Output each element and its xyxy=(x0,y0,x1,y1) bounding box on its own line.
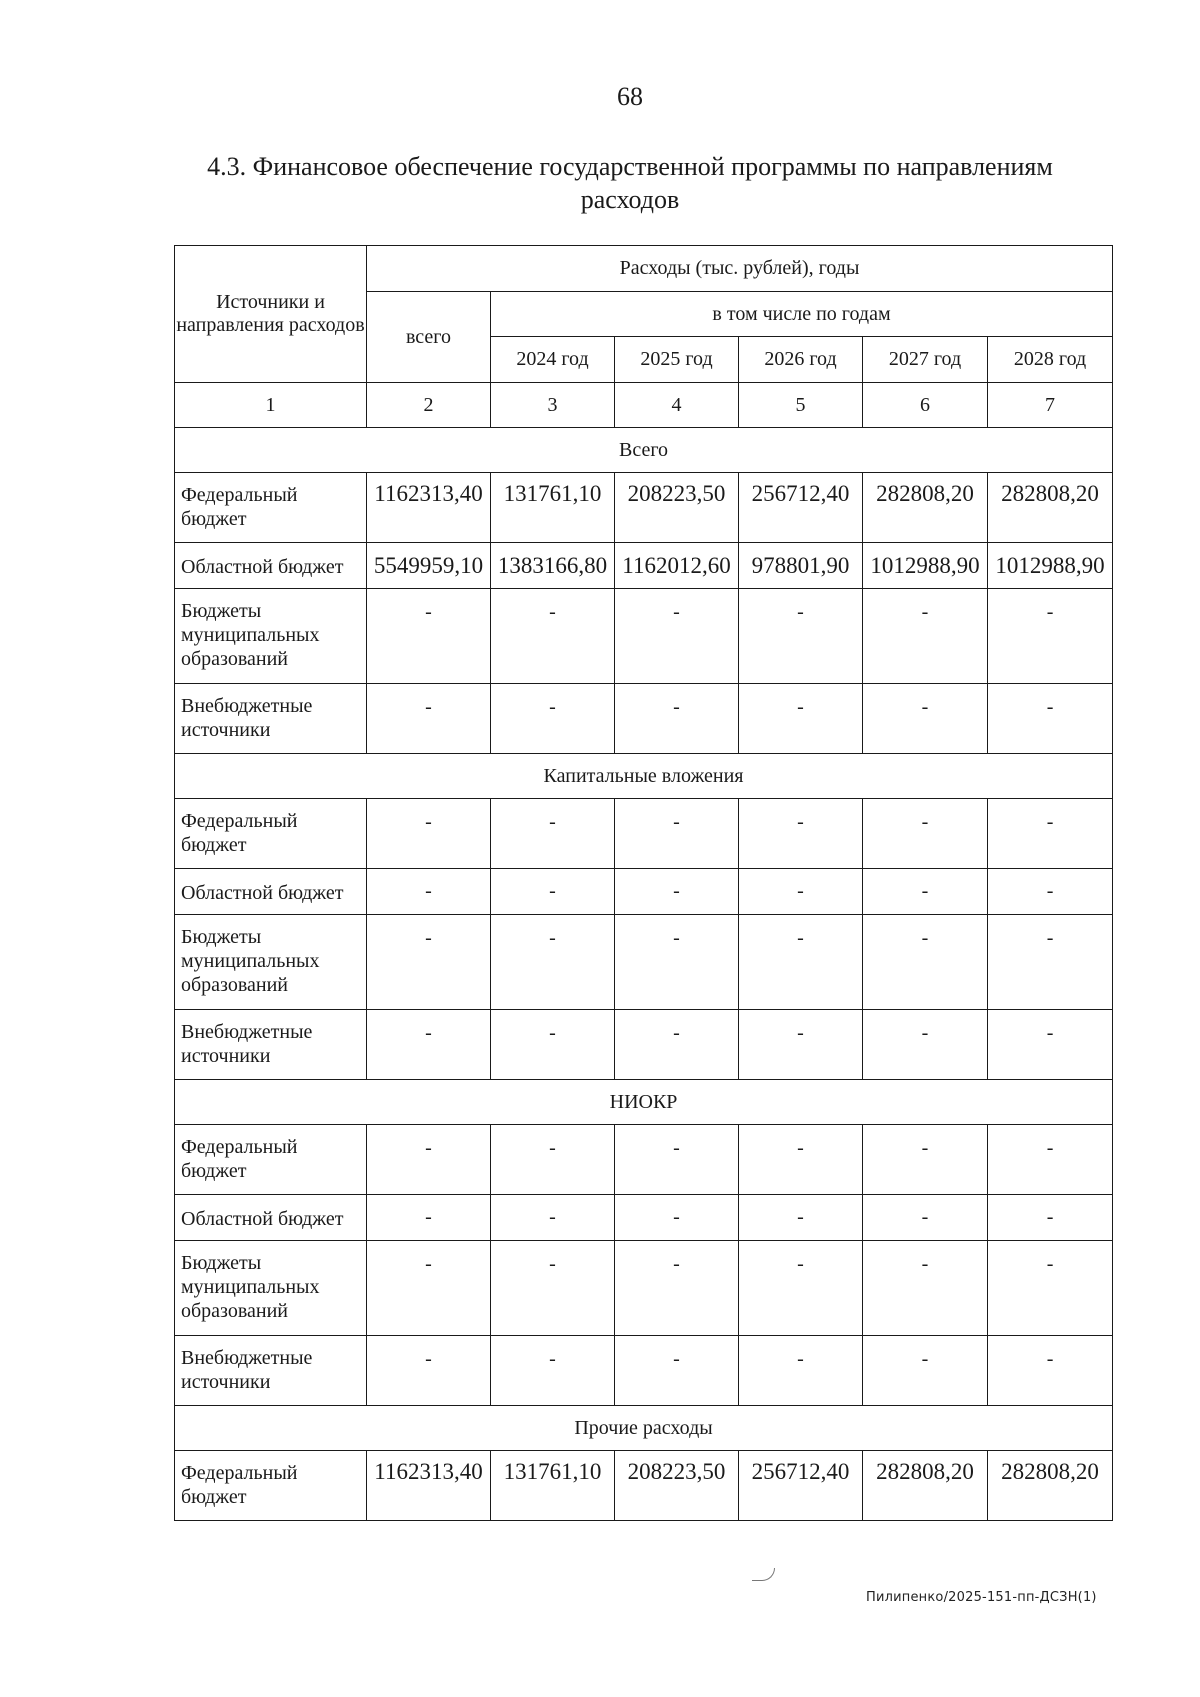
value-cell: - xyxy=(367,1241,491,1336)
table-row xyxy=(175,1195,1113,1241)
value-cell: - xyxy=(988,1241,1113,1336)
value-cell: - xyxy=(988,589,1113,684)
value-cell: - xyxy=(367,589,491,684)
value-cell: - xyxy=(739,915,863,1010)
row-label: Бюджеты муниципальных образований xyxy=(175,1241,367,1336)
value-cell: - xyxy=(863,799,988,869)
value-cell: 1162313,40 xyxy=(367,473,491,543)
section-title: Прочие расходы xyxy=(175,1406,1113,1451)
row-label: Федеральный бюджет xyxy=(175,1125,367,1195)
value-cell: - xyxy=(367,1336,491,1406)
value-cell: - xyxy=(863,1336,988,1406)
value-cell: - xyxy=(615,589,739,684)
value-cell: - xyxy=(863,589,988,684)
value-cell: - xyxy=(491,869,615,915)
value-cell: - xyxy=(863,869,988,915)
value-cell: 208223,50 xyxy=(615,1451,739,1521)
table-row xyxy=(175,799,1113,869)
table-row xyxy=(175,589,1113,684)
value-cell: - xyxy=(863,1125,988,1195)
row-label: Федеральный бюджет xyxy=(175,473,367,543)
header-expenses: Расходы (тыс. рублей), годы xyxy=(367,246,1113,292)
table-row xyxy=(175,543,1113,589)
value-cell: 131761,10 xyxy=(491,473,615,543)
value-cell: - xyxy=(491,1125,615,1195)
value-cell: - xyxy=(615,684,739,754)
header-total: всего xyxy=(367,292,491,383)
header-year: 2024 год xyxy=(491,337,615,383)
value-cell: - xyxy=(367,1195,491,1241)
footer-code: Пилипенко/2025-151-пп-ДСЗН(1) xyxy=(866,1590,1097,1605)
header-sources: Источники и направления расходов xyxy=(175,246,367,383)
value-cell: 1012988,90 xyxy=(863,543,988,589)
value-cell: 208223,50 xyxy=(615,473,739,543)
value-cell: - xyxy=(367,684,491,754)
value-cell: - xyxy=(367,1010,491,1080)
header-year: 2028 год xyxy=(988,337,1113,383)
value-cell: - xyxy=(739,1241,863,1336)
value-cell: - xyxy=(988,1195,1113,1241)
page-number: 68 xyxy=(617,82,643,111)
value-cell: - xyxy=(615,869,739,915)
value-cell: - xyxy=(739,1125,863,1195)
value-cell: - xyxy=(491,1336,615,1406)
header-year: 2025 год xyxy=(615,337,739,383)
value-cell: 282808,20 xyxy=(863,473,988,543)
value-cell: - xyxy=(739,869,863,915)
value-cell: - xyxy=(863,684,988,754)
section-title: Всего xyxy=(175,428,1113,473)
value-cell: - xyxy=(615,1195,739,1241)
column-number: 3 xyxy=(491,383,615,428)
value-cell: - xyxy=(367,799,491,869)
column-number: 2 xyxy=(367,383,491,428)
table-row xyxy=(175,1125,1113,1195)
value-cell: - xyxy=(988,915,1113,1010)
value-cell: - xyxy=(863,915,988,1010)
value-cell: - xyxy=(863,1241,988,1336)
value-cell: 978801,90 xyxy=(739,543,863,589)
header-year: 2027 год xyxy=(863,337,988,383)
value-cell: - xyxy=(491,1195,615,1241)
table-row xyxy=(175,1241,1113,1336)
value-cell: - xyxy=(615,1125,739,1195)
value-cell: - xyxy=(739,1336,863,1406)
value-cell: - xyxy=(988,1125,1113,1195)
value-cell: 1383166,80 xyxy=(491,543,615,589)
table-row xyxy=(175,869,1113,915)
value-cell: 1012988,90 xyxy=(988,543,1113,589)
value-cell: 131761,10 xyxy=(491,1451,615,1521)
value-cell: - xyxy=(988,869,1113,915)
stamp-mark xyxy=(752,1568,775,1581)
value-cell: 256712,40 xyxy=(739,473,863,543)
header-year: 2026 год xyxy=(739,337,863,383)
value-cell: - xyxy=(615,799,739,869)
table-body xyxy=(175,428,1113,1521)
table-row xyxy=(175,473,1113,543)
value-cell: 282808,20 xyxy=(863,1451,988,1521)
value-cell: - xyxy=(491,684,615,754)
value-cell: 1162313,40 xyxy=(367,1451,491,1521)
value-cell: - xyxy=(863,1195,988,1241)
value-cell: - xyxy=(491,589,615,684)
value-cell: - xyxy=(367,915,491,1010)
value-cell: - xyxy=(988,684,1113,754)
row-label: Бюджеты муниципальных образований xyxy=(175,589,367,684)
row-label: Федеральный бюджет xyxy=(175,799,367,869)
column-number: 7 xyxy=(988,383,1113,428)
value-cell: 1162012,60 xyxy=(615,543,739,589)
value-cell: - xyxy=(615,1010,739,1080)
header-by-years: в том числе по годам xyxy=(491,292,1113,337)
row-label: Областной бюджет xyxy=(175,1195,367,1241)
value-cell: 5549959,10 xyxy=(367,543,491,589)
value-cell: - xyxy=(491,1010,615,1080)
table-row xyxy=(175,1451,1113,1521)
value-cell: - xyxy=(491,1241,615,1336)
row-label: Областной бюджет xyxy=(175,869,367,915)
value-cell: - xyxy=(367,869,491,915)
section-title: Капитальные вложения xyxy=(175,754,1113,799)
value-cell: - xyxy=(739,589,863,684)
value-cell: - xyxy=(615,1336,739,1406)
value-cell: - xyxy=(739,799,863,869)
section-title: НИОКР xyxy=(175,1080,1113,1125)
column-number: 5 xyxy=(739,383,863,428)
value-cell: - xyxy=(988,799,1113,869)
financing-table xyxy=(174,245,1113,1521)
value-cell: - xyxy=(615,915,739,1010)
value-cell: 282808,20 xyxy=(988,1451,1113,1521)
table-row xyxy=(175,1010,1113,1080)
table-row xyxy=(175,915,1113,1010)
value-cell: - xyxy=(615,1241,739,1336)
value-cell: 256712,40 xyxy=(739,1451,863,1521)
row-label: Внебюджетные источники xyxy=(175,684,367,754)
table-row xyxy=(175,1336,1113,1406)
column-number: 1 xyxy=(175,383,367,428)
column-number: 4 xyxy=(615,383,739,428)
row-label: Федеральный бюджет xyxy=(175,1451,367,1521)
value-cell: - xyxy=(367,1125,491,1195)
value-cell: - xyxy=(491,915,615,1010)
row-label: Областной бюджет xyxy=(175,543,367,589)
value-cell: - xyxy=(739,1010,863,1080)
row-label: Внебюджетные источники xyxy=(175,1336,367,1406)
value-cell: 282808,20 xyxy=(988,473,1113,543)
row-label: Внебюджетные источники xyxy=(175,1010,367,1080)
column-number: 6 xyxy=(863,383,988,428)
value-cell: - xyxy=(988,1010,1113,1080)
table-row xyxy=(175,684,1113,754)
value-cell: - xyxy=(491,799,615,869)
document-title: 4.3. Финансовое обеспечение государственной программы по направлениям расходов xyxy=(207,152,1053,214)
row-label: Бюджеты муниципальных образований xyxy=(175,915,367,1010)
value-cell: - xyxy=(988,1336,1113,1406)
value-cell: - xyxy=(863,1010,988,1080)
value-cell: - xyxy=(739,1195,863,1241)
value-cell: - xyxy=(739,684,863,754)
